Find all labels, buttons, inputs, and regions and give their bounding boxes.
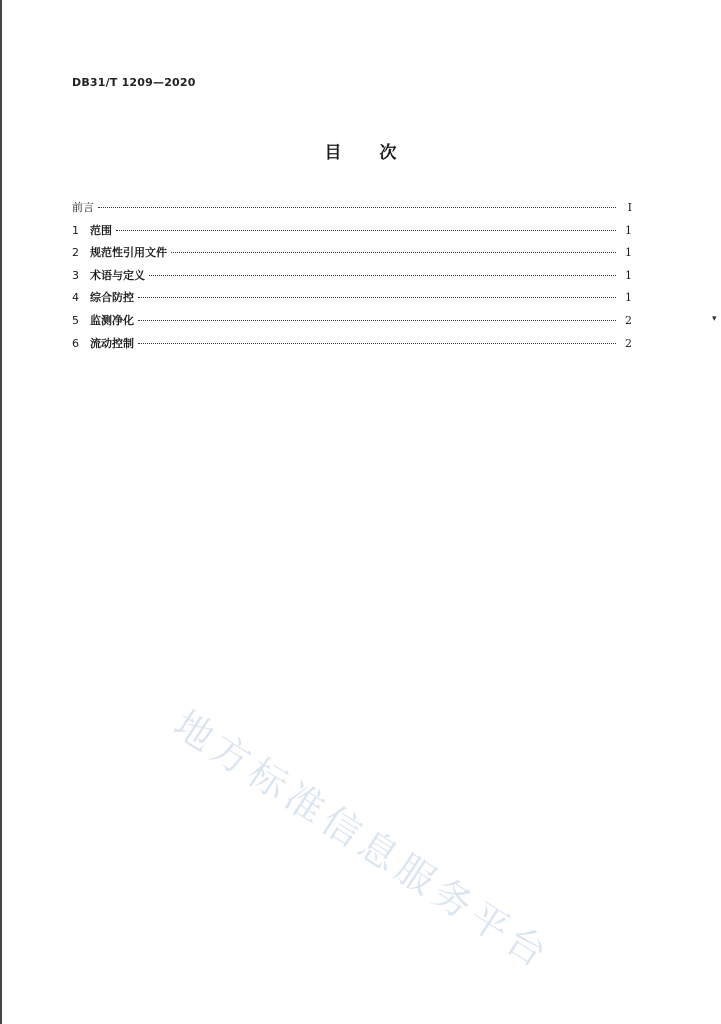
toc-entry-number: 6 xyxy=(72,336,79,350)
toc-entry-3[interactable] xyxy=(72,267,632,290)
toc-entry-number: 4 xyxy=(72,291,79,305)
toc-entry-number: 5 xyxy=(72,313,79,327)
toc-title-char-1: 目 xyxy=(324,143,342,163)
toc-entry-label: 综合防控 xyxy=(90,291,134,305)
toc-leader-dots xyxy=(116,229,616,231)
toc-title-char-2: 次 xyxy=(379,143,397,163)
toc-leader-dots xyxy=(98,206,616,208)
watermark: 地方标准信息服务平台 xyxy=(166,701,560,979)
toc-entry-page: 1 xyxy=(625,223,632,237)
toc-entry-number: 1 xyxy=(72,223,79,237)
toc-entry-5[interactable] xyxy=(72,312,632,335)
scan-edge-mark: ▾ xyxy=(712,314,717,324)
toc-entry-page: 1 xyxy=(625,246,632,260)
toc-entry-label: 前言 xyxy=(72,201,94,214)
toc-entry-foreword[interactable] xyxy=(72,199,632,222)
toc-entry-2[interactable] xyxy=(72,244,632,267)
toc-entry-4[interactable] xyxy=(72,289,632,312)
toc-leader-dots xyxy=(171,251,616,253)
toc-entry-page: 2 xyxy=(625,313,632,327)
toc-entry-label: 范围 xyxy=(90,223,112,237)
toc-entry-page: 1 xyxy=(625,268,632,282)
toc-leader-dots xyxy=(138,342,616,344)
toc-entry-6[interactable] xyxy=(72,335,632,358)
toc-entry-label: 术语与定义 xyxy=(90,268,145,282)
toc-entry-label: 规范性引用文件 xyxy=(90,246,167,260)
toc-leader-dots xyxy=(149,274,616,276)
toc-entry-page: I xyxy=(627,201,632,214)
toc-leader-dots xyxy=(138,296,616,298)
table-of-contents xyxy=(72,199,632,357)
toc-entry-1[interactable] xyxy=(72,222,632,245)
toc-entry-page: 2 xyxy=(625,336,632,350)
toc-leader-dots xyxy=(138,319,616,321)
toc-entry-label: 监测净化 xyxy=(90,313,134,327)
toc-entry-page: 1 xyxy=(625,291,632,305)
toc-title xyxy=(0,138,721,163)
toc-entry-number: 3 xyxy=(72,268,79,282)
toc-entry-number: 2 xyxy=(72,246,79,260)
toc-entry-label: 流动控制 xyxy=(90,336,134,350)
document-code: DB31/T 1209—2020 xyxy=(72,76,196,89)
